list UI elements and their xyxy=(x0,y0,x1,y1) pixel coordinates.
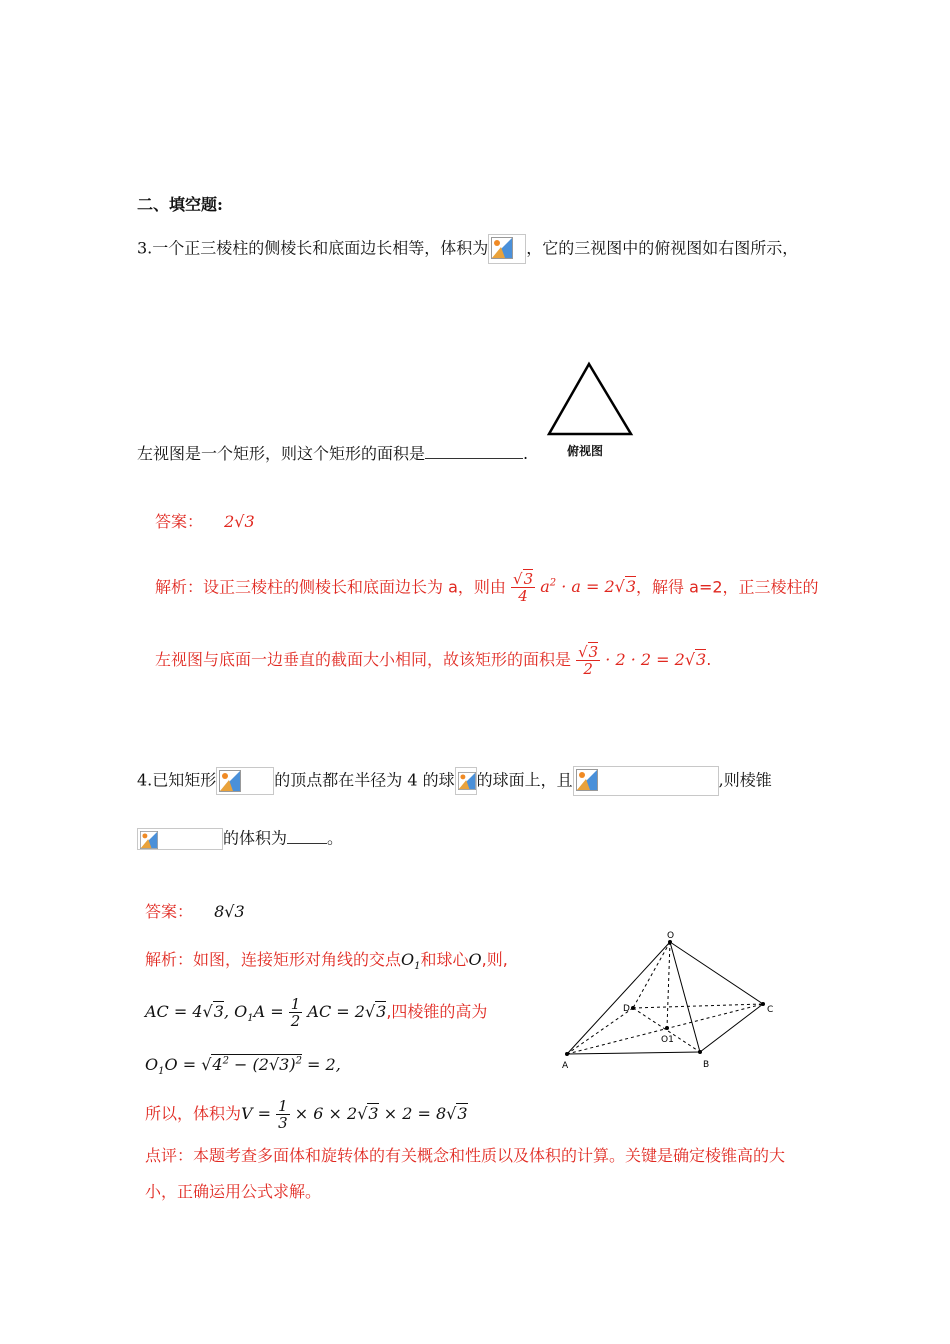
point-label-d: D xyxy=(623,1004,630,1014)
triangle-icon xyxy=(545,360,635,440)
q3-analysis-line1: 解析：设正三棱柱的侧棱长和底面边长为 a，则由 $\frac{√3}{4}$ $a^2 \cdot a = 2√3$，解得 a=2，正三棱柱的 xyxy=(155,570,819,606)
q3-answer-value: 2√3 xyxy=(224,512,255,531)
q3-analysis-text-d: . xyxy=(706,650,712,669)
broken-image-icon xyxy=(216,767,274,795)
q4-line1-text-a: 4.已知矩形 xyxy=(137,770,217,790)
q3-formula-fraction: $\frac{√3}{4}$ xyxy=(513,570,534,606)
q3-line2-text-b: . xyxy=(523,444,529,463)
broken-image-icon xyxy=(488,234,526,264)
q3-analysis-text-b: ，解得 a=2，正三棱柱的 xyxy=(636,577,819,597)
pyramid-diagram xyxy=(555,928,795,1078)
q4-analysis-line1: 解析：如图，连接矩形对角线的交点$O_1$和球心O,则, xyxy=(145,950,508,973)
q3-analysis-line2: 左视图与底面一边垂直的截面大小相同，故该矩形的面积是 $\frac{√3}{2}$ · 2 · 2 = 2√3. xyxy=(155,643,712,678)
section-heading: 二、填空题: xyxy=(137,195,223,214)
q4-line1 xyxy=(137,766,772,796)
q3-area-fraction: $\frac{√3}{2}$ xyxy=(578,643,599,678)
q3-line2 xyxy=(137,444,528,464)
q4-answer-label: 答案： xyxy=(145,902,194,921)
q4-analysis-text-1b: 和球心 xyxy=(420,950,469,969)
q4-answer xyxy=(145,902,245,922)
q4-analysis-text-1c: ,则, xyxy=(481,950,508,969)
top-view-label: 俯视图 xyxy=(567,444,604,458)
point-label-c: C xyxy=(767,1005,774,1015)
q3-line1-text-b: ，它的三视图中的俯视图如右图所示， xyxy=(526,238,799,258)
q4-analysis-text-4: 所以，体积为 xyxy=(145,1104,242,1123)
q4-line2 xyxy=(137,828,343,850)
answer-blank xyxy=(287,829,327,844)
q4-analysis-text-2: ,四棱锥的高为 xyxy=(386,1002,488,1021)
point-label-o: O xyxy=(667,931,675,941)
q4-analysis-text-1a: 解析：如图，连接矩形对角线的交点 xyxy=(145,950,402,969)
point-label-o1: O1 xyxy=(661,1035,674,1045)
q4-line1-text-d: ,则棱锥 xyxy=(718,770,772,790)
q4-line1-text-c: 的球面上，且 xyxy=(476,770,573,790)
q3-analysis-text-c: 左视图与底面一边垂直的截面大小相同，故该矩形的面积是 xyxy=(155,650,572,669)
q3-answer-label: 答案： xyxy=(155,512,204,531)
q4-line2-text-b: 。 xyxy=(327,828,344,848)
point-label-a: A xyxy=(562,1061,569,1071)
q4-line2-text-a: 的体积为 xyxy=(223,828,288,848)
broken-image-icon xyxy=(455,767,477,795)
q4-analysis-line3: $O_1O = √4^2 - (2√3)^2 = 2$, xyxy=(145,1055,341,1078)
point-label-b: B xyxy=(703,1060,710,1070)
q4-answer-value: 8√3 xyxy=(214,902,245,921)
q4-line1-text-b: 的顶点都在半径为 4 的球 xyxy=(274,770,455,790)
q4-comment-line1: 点评：本题考查多面体和旋转体的有关概念和性质以及体积的计算。关键是确定棱锥高的大 xyxy=(145,1146,786,1165)
q3-analysis-text-a: 解析：设正三棱柱的侧棱长和底面边长为 a，则由 xyxy=(155,577,506,597)
q3-answer xyxy=(155,512,255,532)
q3-line1 xyxy=(137,234,798,264)
q4-comment-line2: 小，正确运用公式求解。 xyxy=(145,1182,322,1201)
top-view-figure xyxy=(545,360,635,460)
q4-analysis-line2: AC = 4√3, $O_1A$ = $\frac{1}{2}$ AC = 2√3,四棱锥的高为 xyxy=(145,995,488,1030)
q3-line1-text-a: 3.一个正三棱柱的侧棱长和底面边长相等，体积为 xyxy=(137,238,489,258)
pyramid-figure xyxy=(555,928,795,1078)
broken-image-icon xyxy=(573,766,719,796)
q4-analysis-line4: 所以，体积为V = $\frac{1}{3}$ × 6 × 2√3 × 2 = 8√3 xyxy=(145,1097,468,1132)
broken-image-icon xyxy=(137,828,223,850)
answer-blank xyxy=(425,444,523,459)
q3-line2-text-a: 左视图是一个矩形，则这个矩形的面积是 xyxy=(137,444,426,463)
